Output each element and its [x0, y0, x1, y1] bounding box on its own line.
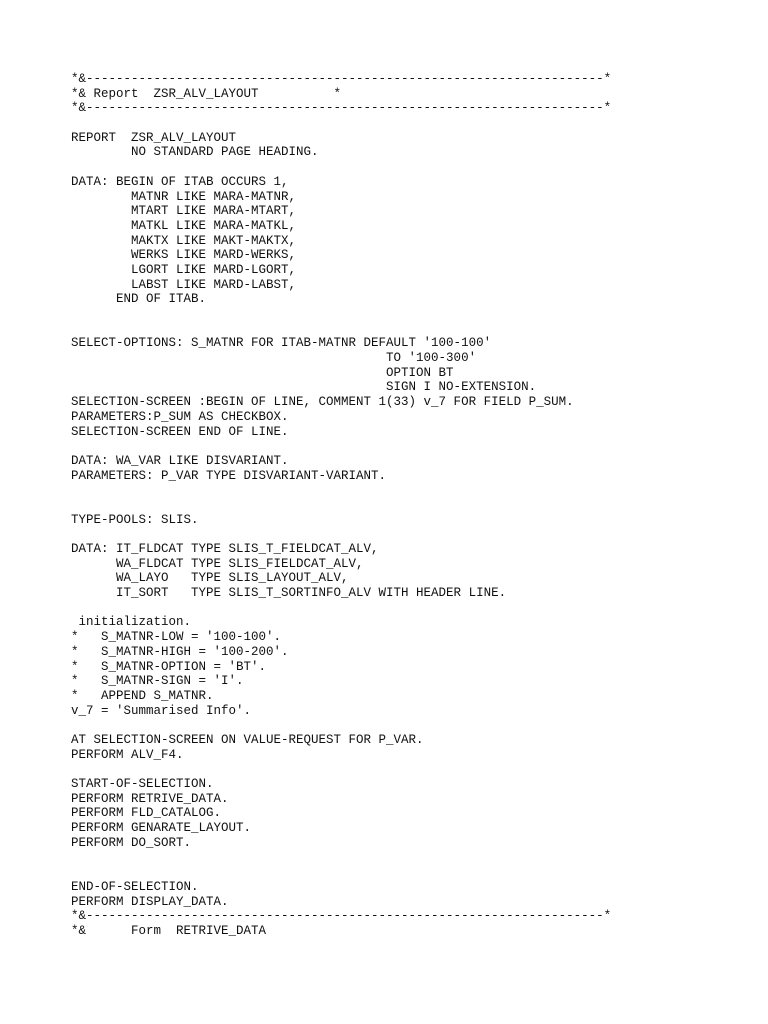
code-line: [71, 527, 611, 542]
code-line: [71, 865, 611, 880]
code-line: END-OF-SELECTION.: [71, 879, 199, 894]
code-line: OPTION BT: [71, 365, 454, 380]
code-line: PERFORM RETRIVE_DATA.: [71, 791, 229, 806]
code-line: [71, 439, 611, 454]
code-line: TO '100-300': [71, 351, 477, 366]
code-line: IT_SORT TYPE SLIS_T_SORTINFO_ALV WITH HEADER LINE.: [71, 586, 507, 601]
code-line: REPORT ZSR_ALV_LAYOUT: [71, 130, 237, 145]
code-line: v_7 = 'Summarised Info'.: [71, 703, 252, 718]
code-line: [71, 160, 611, 175]
code-line: END OF ITAB.: [71, 292, 207, 307]
code-line: MATNR LIKE MARA-MATNR,: [71, 189, 297, 204]
code-line: * S_MATNR-LOW = '100-100'.: [71, 630, 282, 645]
code-line: initialization.: [71, 615, 192, 630]
code-line: AT SELECTION-SCREEN ON VALUE-REQUEST FOR P_VAR.: [71, 732, 424, 747]
code-line: * S_MATNR-HIGH = '100-200'.: [71, 644, 289, 659]
code-line: *&---------------------------------------------------------------------*: [71, 909, 612, 924]
code-line: DATA: BEGIN OF ITAB OCCURS 1,: [71, 174, 289, 189]
code-line: PERFORM DISPLAY_DATA.: [71, 894, 229, 909]
code-line: MATKL LIKE MARA-MATKL,: [71, 218, 297, 233]
code-line: * S_MATNR-SIGN = 'I'.: [71, 674, 244, 689]
code-line: WA_FLDCAT TYPE SLIS_FIELDCAT_ALV,: [71, 556, 364, 571]
code-line: TYPE-POOLS: SLIS.: [71, 512, 199, 527]
code-line: *&---------------------------------------------------------------------*: [71, 101, 612, 116]
code-line: SELECT-OPTIONS: S_MATNR FOR ITAB-MATNR DEFAULT '100-100': [71, 336, 492, 351]
code-line: DATA: IT_FLDCAT TYPE SLIS_T_FIELDCAT_ALV,: [71, 542, 379, 556]
code-line: * S_MATNR-OPTION = 'BT'.: [71, 659, 267, 674]
code-line: PERFORM GENARATE_LAYOUT.: [71, 821, 252, 836]
abap-source-code: [71, 72, 611, 939]
code-line: [71, 307, 611, 322]
code-line: DATA: WA_VAR LIKE DISVARIANT.: [71, 453, 289, 468]
code-line: LABST LIKE MARD-LABST,: [71, 277, 297, 292]
code-line: SELECTION-SCREEN :BEGIN OF LINE, COMMENT 1(33) v_7 FOR FIELD P_SUM.: [71, 395, 574, 410]
code-line: [71, 762, 611, 777]
code-line: *& Report ZSR_ALV_LAYOUT *: [71, 86, 342, 101]
code-line: [71, 718, 611, 733]
code-line: SELECTION-SCREEN END OF LINE.: [71, 424, 289, 439]
code-line: SIGN I NO-EXTENSION.: [71, 380, 537, 395]
code-line: * APPEND S_MATNR.: [71, 688, 214, 703]
code-line: [71, 116, 611, 131]
code-line: *& Form RETRIVE_DATA: [71, 923, 267, 938]
code-line: WA_LAYO TYPE SLIS_LAYOUT_ALV,: [71, 571, 349, 586]
code-line: MTART LIKE MARA-MTART,: [71, 204, 297, 219]
code-line: PERFORM DO_SORT.: [71, 835, 192, 850]
code-line: START-OF-SELECTION.: [71, 777, 214, 791]
code-line: PERFORM ALV_F4.: [71, 747, 184, 762]
code-line: LGORT LIKE MARD-LGORT,: [71, 262, 297, 277]
code-line: WERKS LIKE MARD-WERKS,: [71, 248, 297, 263]
code-line: MAKTX LIKE MAKT-MAKTX,: [71, 233, 297, 248]
code-line: *&---------------------------------------------------------------------*: [71, 72, 612, 86]
code-line: [71, 601, 611, 616]
code-line: [71, 498, 611, 513]
code-line: PERFORM FLD_CATALOG.: [71, 806, 222, 821]
code-line: NO STANDARD PAGE HEADING.: [71, 145, 319, 160]
code-line: PARAMETERS:P_SUM AS CHECKBOX.: [71, 409, 289, 424]
code-line: PARAMETERS: P_VAR TYPE DISVARIANT-VARIANT.: [71, 468, 387, 483]
code-line: [71, 322, 611, 337]
code-line: [71, 850, 611, 865]
code-line: [71, 483, 611, 498]
